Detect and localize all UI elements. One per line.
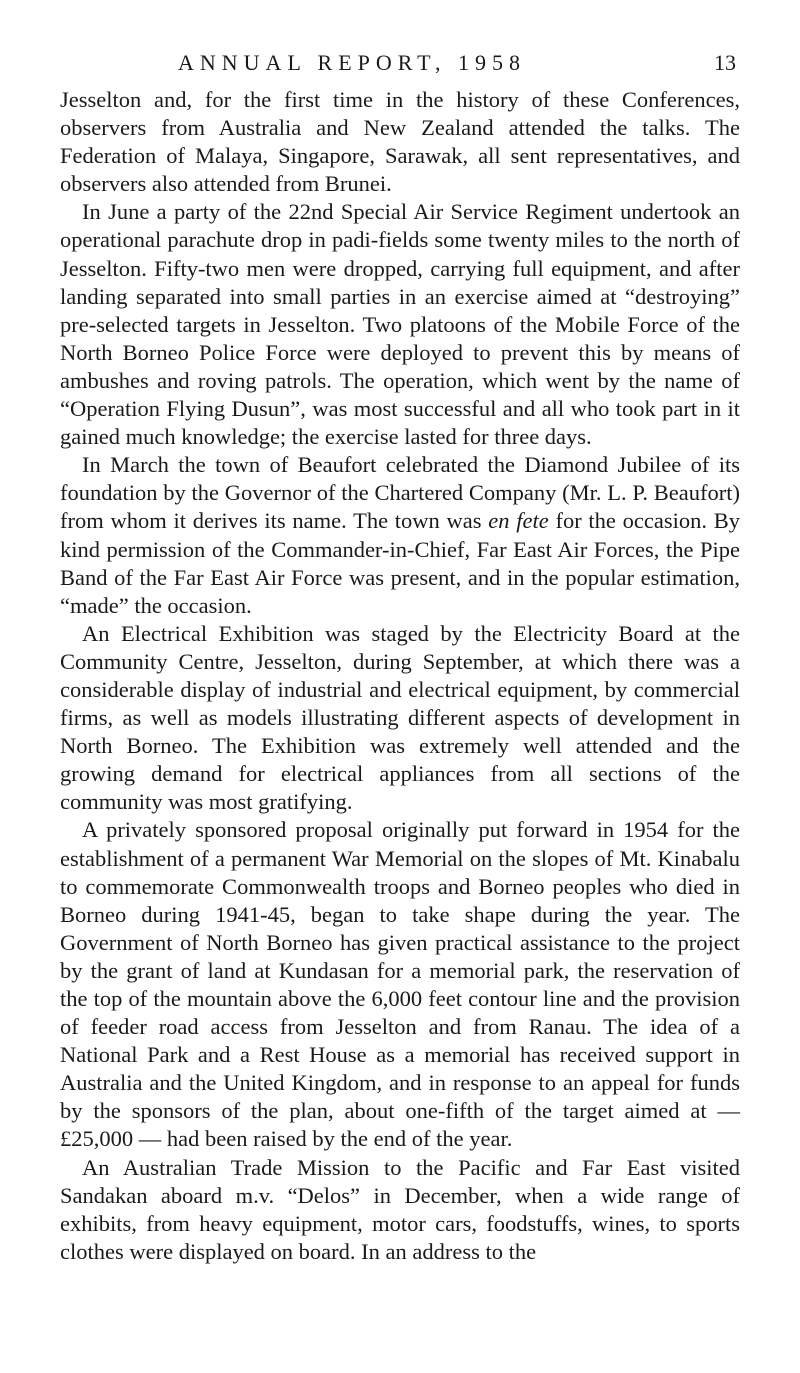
paragraph-beaufort-jubilee <box>60 451 740 620</box>
paragraph-conference: Jesselton and, for the first time in the history of these Conferences, observers from Australia and New Zealand attended the talks. The Federation of Malaya, Singapore, Sarawak, all sent representatives, and observers also attended from Brunei. <box>60 87 740 197</box>
paragraph-beaufort-text-1: In March the town of Beaufort celebrated the Diamond Jubilee of its foundation by the Governor of the Chartered Company (Mr. L. P. Beaufort) from whom it derives its name. The town was <box>60 452 740 534</box>
body-text <box>60 86 740 1266</box>
paragraph-trade-mission: An Australian Trade Mission to the Pacific and Far East visited Sandakan aboard m.v. “Delos” in December, when a wide range of exhibits, from heavy equipment, motor cars, foodstuffs, wines, to sports clothes were displayed on board. In an address to the <box>60 1154 740 1264</box>
running-header <box>0 48 800 88</box>
paragraph-electrical-exhibition: An Electrical Exhibition was staged by the Electricity Board at the Community Centre, Jesselton, during September, at which there was a considerable display of industrial and electrical equipment, by commercial firms, as well as models illustrating different aspects of development in North Borneo. The Exhibition was extremely well attended and the growing demand for electrical appliances from all sections of the community was most gratifying. <box>60 620 740 815</box>
paragraph-war-memorial: A privately sponsored proposal originally put forward in 1954 for the establishment of a permanent War Memorial on the slopes of Mt. Kinabalu to commemorate Commonwealth troops and Borneo peoples who died in Borneo during 1941-45, began to take shape during the year. The Government of North Borneo has given practical assistance to the project by the grant of land at Kundasan for a memorial park, the reservation of the top of the mountain above the 6,000 feet contour line and the provision of feeder road access from Jesselton and from Ranau. The idea of a National Park and a Rest House as a memorial has received support in Australia and the United Kingdom, and in response to an appeal for funds by the sponsors of the plan, about one-fifth of the target aimed at — £25,000 — had been raised by the end of the year. <box>60 817 740 1152</box>
paragraph-parachute-drop: In June a party of the 22nd Special Air Service Regiment undertook an operational parachute drop in padi-fields some twenty miles to the north of Jesselton. Fifty-two men were dropped, carrying full equipment, and after landing separated into small parties in an exercise aimed at “destroying” pre-selected targets in Jesselton. Two platoons of the Mobile Force of the North Borneo Police Force were deployed to prevent this by means of ambushes and roving patrols. The operation, which went by the name of “Operation Flying Dusun”, was most successful and all who took part in it gained much knowledge; the exercise lasted for three days. <box>60 199 740 450</box>
paragraph-beaufort-italic: en fete <box>488 508 549 534</box>
paragraph-beaufort-text-2: for the occasion. By kind permission of the Commander-in-Chief, Far East Air Forces, the Pipe Band of the Far East Air Force was present, and in the popular estimation, “made” the occasion. <box>60 508 740 618</box>
page-number: 13 <box>714 50 736 75</box>
running-title: ANNUAL REPORT, 1958 <box>178 50 526 75</box>
